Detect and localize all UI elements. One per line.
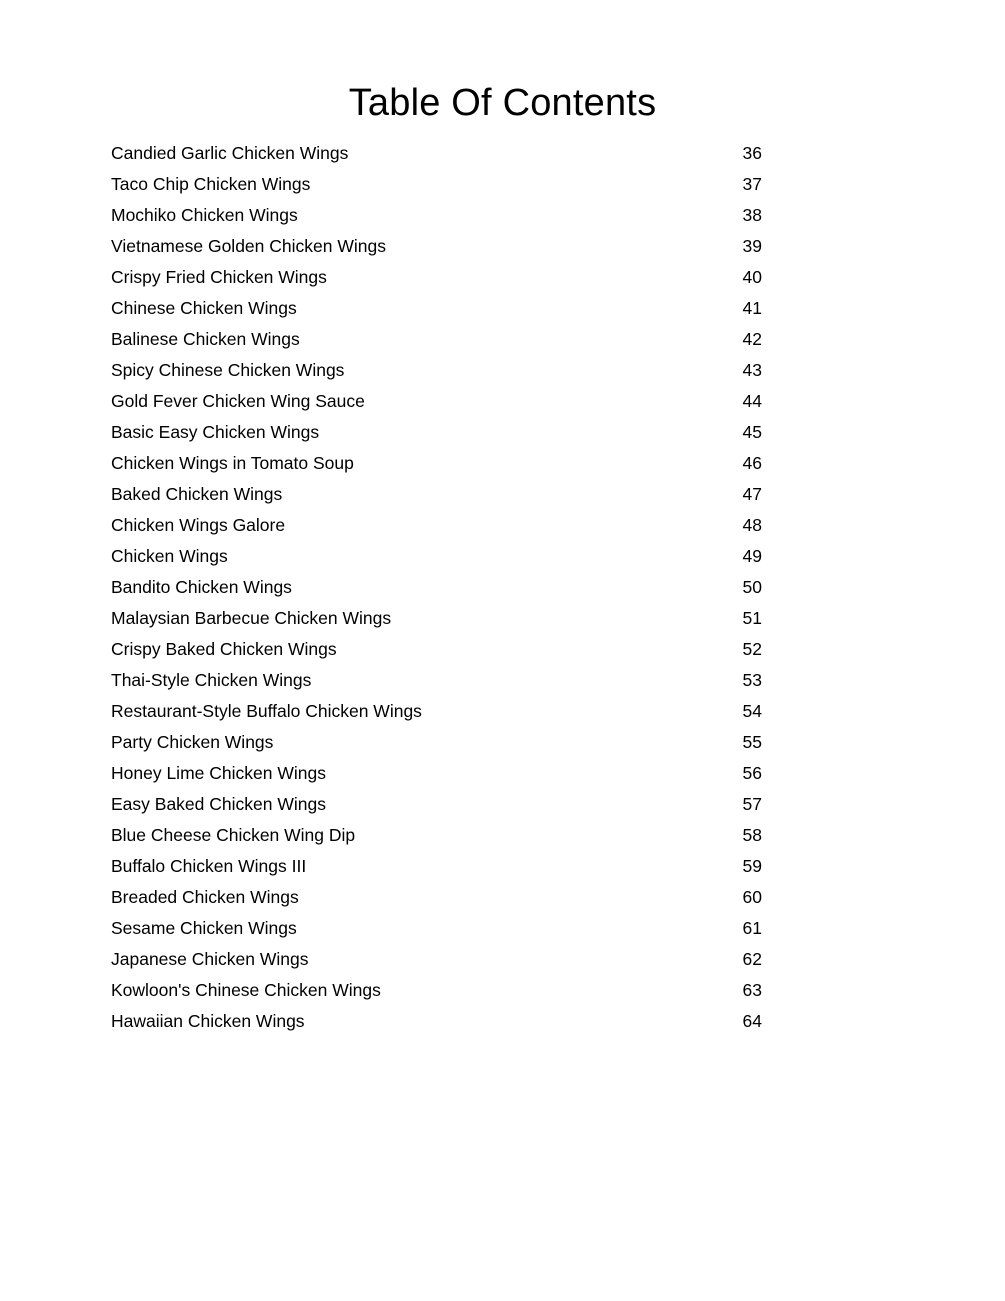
- toc-entry[interactable]: [111, 448, 762, 479]
- toc-entry-title: Sesame Chicken Wings: [111, 918, 297, 938]
- toc-entry[interactable]: [111, 541, 762, 572]
- toc-entry-page-number: 53: [742, 670, 762, 690]
- toc-entry-page-number: 41: [742, 298, 762, 318]
- toc-entry-page-number: 61: [742, 918, 762, 938]
- toc-entry-page-number: 63: [742, 980, 762, 1000]
- toc-entry-page-number: 55: [742, 732, 762, 752]
- toc-entry[interactable]: [111, 634, 762, 665]
- toc-entry-title: Basic Easy Chicken Wings: [111, 422, 320, 442]
- toc-entry-title: Chicken Wings Galore: [111, 515, 286, 535]
- toc-entry-title: Spicy Chinese Chicken Wings: [111, 360, 345, 380]
- toc-entry[interactable]: [111, 944, 762, 975]
- toc-entry-page-number: 38: [742, 205, 762, 225]
- toc-entry[interactable]: [111, 510, 762, 541]
- toc-entry-title: Blue Cheese Chicken Wing Dip: [111, 825, 356, 845]
- toc-entry-page-number: 40: [742, 267, 762, 287]
- toc-entry-page-number: 42: [742, 329, 762, 349]
- toc-entry[interactable]: [111, 913, 762, 944]
- toc-entry[interactable]: [111, 665, 762, 696]
- toc-entry-title: Chicken Wings in Tomato Soup: [111, 453, 354, 473]
- toc-entry-title: Chicken Wings: [111, 546, 228, 566]
- toc-entry-title: Kowloon's Chinese Chicken Wings: [111, 980, 381, 1000]
- toc-entry-title: Breaded Chicken Wings: [111, 887, 299, 907]
- toc-entry-page-number: 36: [742, 143, 762, 163]
- page-title: Table Of Contents: [348, 82, 657, 125]
- toc-entry-page-number: 50: [742, 577, 762, 597]
- toc-entry-title: Restaurant-Style Buffalo Chicken Wings: [111, 701, 422, 721]
- toc-entry-title: Vietnamese Golden Chicken Wings: [111, 236, 386, 256]
- toc-entry[interactable]: [111, 851, 762, 882]
- toc-entry-title: Baked Chicken Wings: [111, 484, 283, 504]
- toc-entry-title: Chinese Chicken Wings: [111, 298, 297, 318]
- toc-entry[interactable]: [111, 417, 762, 448]
- toc-entry-page-number: 39: [742, 236, 762, 256]
- toc-entry[interactable]: [111, 1006, 762, 1037]
- toc-entry-page-number: 60: [742, 887, 762, 907]
- toc-entry-page-number: 59: [742, 856, 762, 876]
- toc-entry-title: Bandito Chicken Wings: [111, 577, 292, 597]
- toc-entry-page-number: 57: [742, 794, 762, 814]
- toc-entry-page-number: 47: [742, 484, 762, 504]
- toc-entry-page-number: 49: [742, 546, 762, 566]
- toc-entry-page-number: 45: [742, 422, 762, 442]
- toc-entry-title: Gold Fever Chicken Wing Sauce: [111, 391, 365, 411]
- toc-entry[interactable]: [111, 138, 762, 169]
- toc-entry-title: Malaysian Barbecue Chicken Wings: [111, 608, 392, 628]
- toc-entry[interactable]: [111, 696, 762, 727]
- toc-entry[interactable]: [111, 324, 762, 355]
- table-of-contents-list: [111, 138, 762, 1037]
- toc-entry-title: Japanese Chicken Wings: [111, 949, 309, 969]
- toc-entry-title: Honey Lime Chicken Wings: [111, 763, 326, 783]
- toc-entry[interactable]: [111, 479, 762, 510]
- toc-entry-title: Party Chicken Wings: [111, 732, 274, 752]
- toc-entry-title: Taco Chip Chicken Wings: [111, 174, 311, 194]
- toc-entry-title: Crispy Baked Chicken Wings: [111, 639, 337, 659]
- toc-entry[interactable]: [111, 603, 762, 634]
- toc-entry[interactable]: [111, 169, 762, 200]
- toc-entry-page-number: 62: [742, 949, 762, 969]
- toc-entry-page-number: 54: [742, 701, 762, 721]
- toc-entry[interactable]: [111, 572, 762, 603]
- toc-entry[interactable]: [111, 789, 762, 820]
- toc-entry[interactable]: [111, 200, 762, 231]
- toc-entry[interactable]: [111, 882, 762, 913]
- toc-entry-page-number: 43: [742, 360, 762, 380]
- toc-entry[interactable]: [111, 758, 762, 789]
- toc-entry-title: Thai-Style Chicken Wings: [111, 670, 312, 690]
- toc-entry-page-number: 51: [742, 608, 762, 628]
- toc-entry[interactable]: [111, 293, 762, 324]
- toc-entry[interactable]: [111, 975, 762, 1006]
- toc-entry-page-number: 64: [742, 1011, 762, 1031]
- toc-entry[interactable]: [111, 727, 762, 758]
- toc-entry-title: Mochiko Chicken Wings: [111, 205, 298, 225]
- toc-entry-page-number: 52: [742, 639, 762, 659]
- toc-entry-title: Buffalo Chicken Wings III: [111, 856, 307, 876]
- toc-entry-page-number: 46: [742, 453, 762, 473]
- toc-entry-page-number: 37: [742, 174, 762, 194]
- toc-entry[interactable]: [111, 355, 762, 386]
- toc-entry[interactable]: [111, 386, 762, 417]
- toc-entry-title: Easy Baked Chicken Wings: [111, 794, 326, 814]
- toc-entry-title: Candied Garlic Chicken Wings: [111, 143, 349, 163]
- toc-entry[interactable]: [111, 262, 762, 293]
- toc-entry[interactable]: [111, 231, 762, 262]
- toc-entry-title: Balinese Chicken Wings: [111, 329, 300, 349]
- toc-entry[interactable]: [111, 820, 762, 851]
- toc-entry-title: Hawaiian Chicken Wings: [111, 1011, 305, 1031]
- toc-entry-page-number: 56: [742, 763, 762, 783]
- toc-entry-page-number: 58: [742, 825, 762, 845]
- toc-entry-title: Crispy Fried Chicken Wings: [111, 267, 327, 287]
- toc-entry-page-number: 44: [742, 391, 762, 411]
- toc-entry-page-number: 48: [742, 515, 762, 535]
